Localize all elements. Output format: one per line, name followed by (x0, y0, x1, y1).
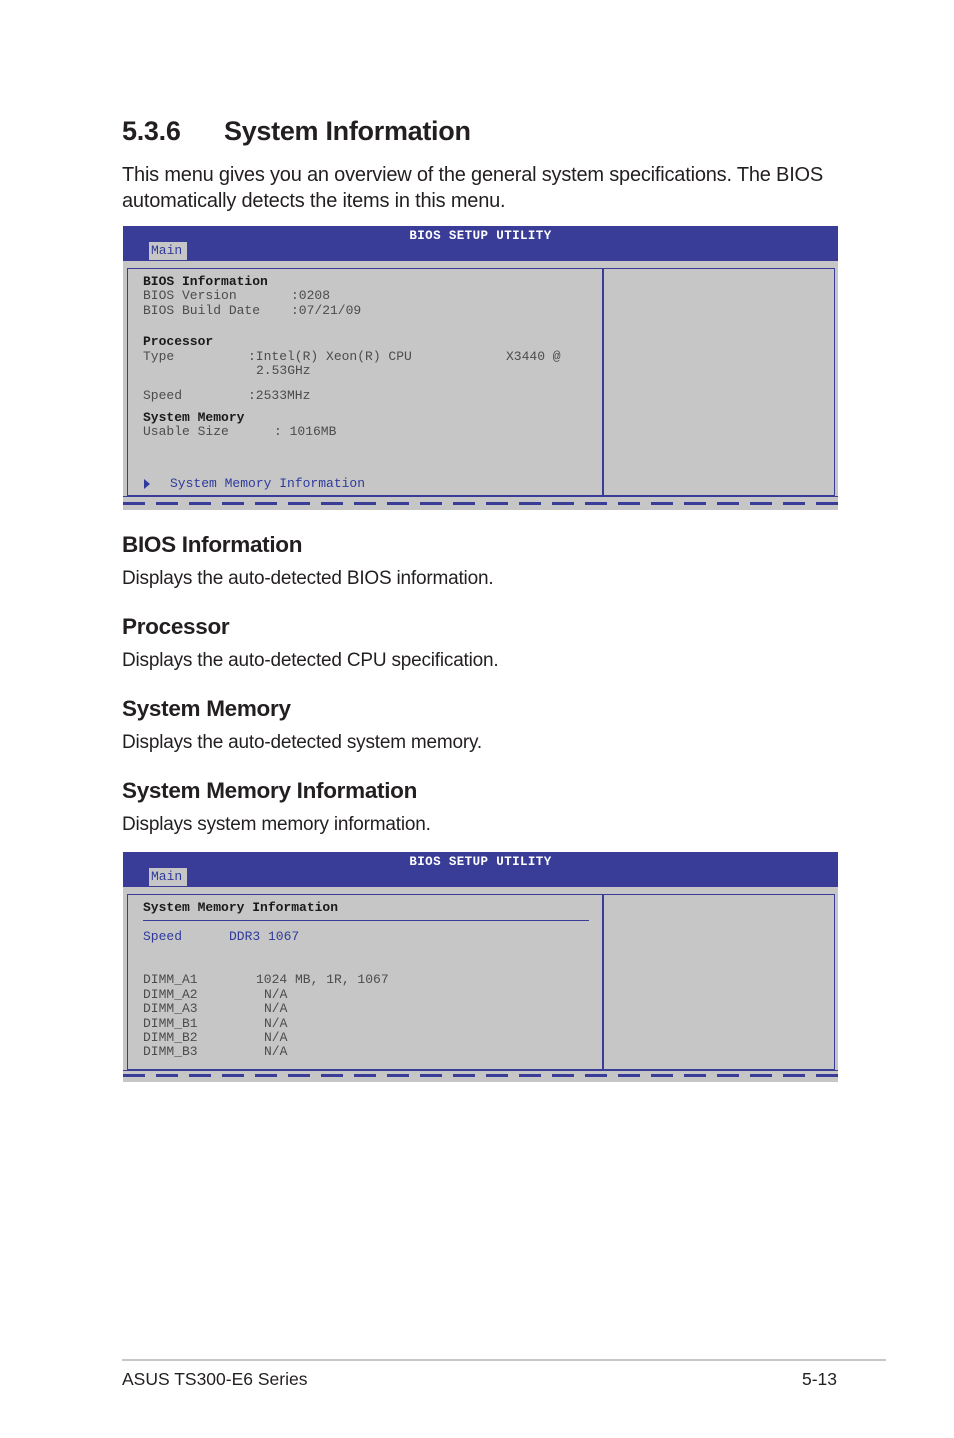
system-memory-heading: System Memory (143, 410, 245, 425)
processor-frequency-value: 2.53GHz (256, 363, 311, 378)
dimm-slot-value: N/A (264, 1044, 288, 1059)
processor-heading: Processor (143, 334, 214, 349)
submenu-arrow-icon (144, 479, 150, 489)
processor-type-label: Type (143, 349, 175, 364)
bios-dashed-divider (123, 502, 838, 505)
bios-header-title: BIOS SETUP UTILITY (409, 855, 552, 869)
dimm-slot-value: N/A (264, 1016, 288, 1031)
bios-version-value: :0208 (291, 288, 331, 303)
section-number: 5.3.6 (122, 116, 181, 146)
usable-size-label: Usable Size (143, 424, 229, 439)
bios-header (123, 852, 838, 887)
processor-desc: Displays the auto-detected CPU specification. (122, 650, 499, 671)
system-memory-information-desc: Displays system memory information. (122, 814, 431, 835)
dimm-slot-label: DIMM_B2 (143, 1030, 198, 1045)
bios-screen-system-memory-information (123, 852, 838, 1082)
memory-speed-label[interactable]: Speed (143, 929, 183, 944)
bios-header (123, 226, 838, 261)
processor-speed-value: :2533MHz (248, 388, 311, 403)
bios-information-heading: BIOS Information (143, 274, 268, 289)
dimm-slot-label: DIMM_A1 (143, 972, 198, 987)
processor-model-value: X3440 @ (506, 349, 561, 364)
usable-size-value: : 1016MB (274, 424, 337, 439)
dimm-slot-value: N/A (264, 1030, 288, 1045)
bios-version-label: BIOS Version (143, 288, 237, 303)
system-memory-title: System Memory (122, 696, 291, 721)
bios-information-desc: Displays the auto-detected BIOS information. (122, 568, 494, 589)
bios-dashed-divider (123, 1074, 838, 1077)
bios-build-date-label: BIOS Build Date (143, 303, 261, 318)
heading-underline (143, 920, 589, 921)
dimm-slot-label: DIMM_B1 (143, 1016, 198, 1031)
footer-page-number: 5-13 (802, 1369, 838, 1389)
dimm-slot-label: DIMM_A3 (143, 1001, 198, 1016)
bios-screen-system-information (123, 226, 838, 510)
tab-main[interactable]: Main (149, 868, 187, 886)
processor-type-value: :Intel(R) Xeon(R) CPU (248, 349, 412, 364)
dimm-slot-value: 1024 MB, 1R, 1067 (256, 972, 389, 987)
dimm-slot-label: DIMM_A2 (143, 987, 198, 1002)
bios-bottom-rule (123, 1070, 838, 1071)
bios-information-title: BIOS Information (122, 532, 303, 557)
bios-build-date-value: :07/21/09 (291, 303, 362, 318)
memory-information-heading: System Memory Information (143, 900, 339, 915)
system-memory-information-title: System Memory Information (122, 778, 418, 803)
tab-main[interactable]: Main (149, 242, 187, 260)
dimm-slot-value: N/A (264, 1001, 288, 1016)
dimm-slot-value: N/A (264, 987, 288, 1002)
footer-rule (122, 1359, 886, 1361)
system-memory-information-link[interactable]: System Memory Information (170, 476, 366, 491)
bios-help-panel (603, 268, 835, 496)
processor-speed-label: Speed (143, 388, 183, 403)
section-title-text: System Information (224, 116, 471, 146)
bios-bottom-rule (123, 496, 838, 497)
footer-product-name: ASUS TS300-E6 Series (122, 1369, 308, 1389)
bios-header-title: BIOS SETUP UTILITY (409, 229, 552, 243)
section-title (122, 116, 471, 147)
intro-paragraph: This menu gives you an overview of the general system specifications. The BIOS automatically detects the items in this menu. (122, 164, 824, 212)
system-memory-desc: Displays the auto-detected system memory. (122, 732, 482, 753)
processor-title: Processor (122, 614, 230, 639)
bios-help-panel (603, 894, 835, 1070)
memory-speed-value: DDR3 1067 (229, 929, 300, 944)
dimm-slot-label: DIMM_B3 (143, 1044, 198, 1059)
